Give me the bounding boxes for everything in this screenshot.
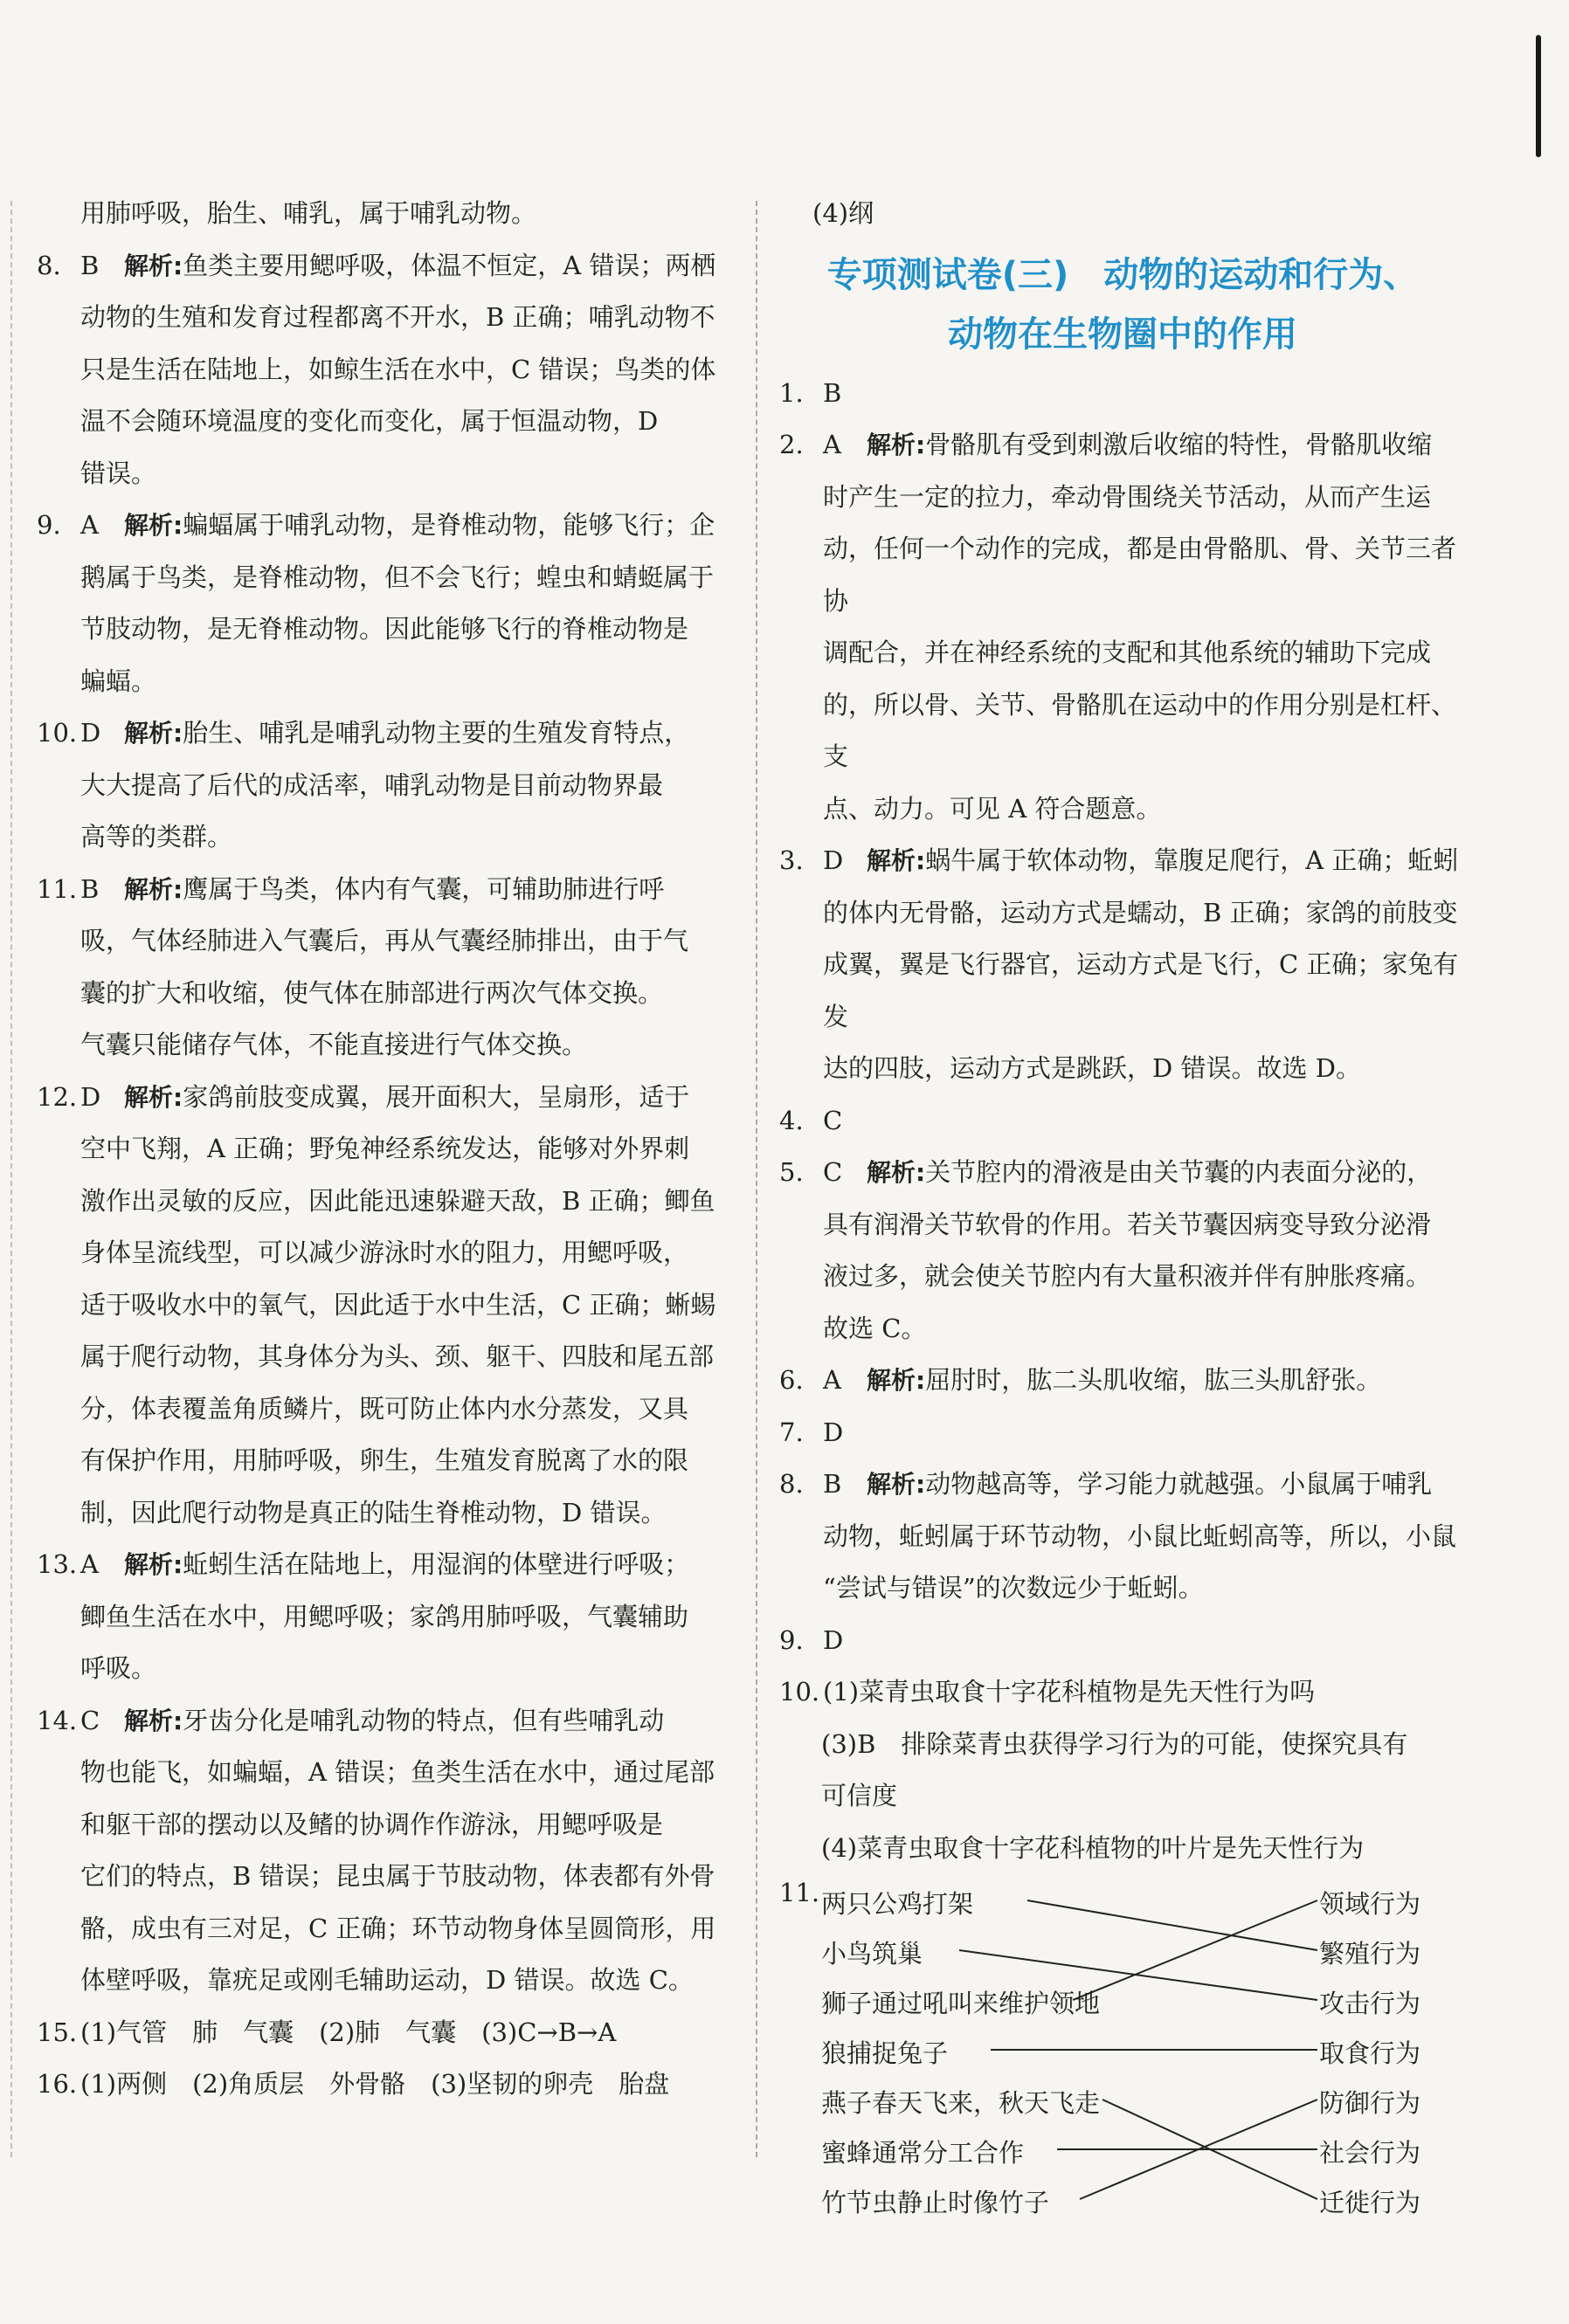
answer-choice: A [80,1549,99,1579]
answer-text: (1)两侧 (2)角质层 外骨骼 (3)坚韧的卵壳 胎盘 [80,2069,670,2099]
match-left-item: 狼捕捉兔子 [821,2038,949,2068]
analysis-line: 和躯干部的摆动以及鳍的协调作作游泳，用鳃呼吸是 [80,1809,664,1839]
question-number: 5. [779,1157,804,1187]
section-title [769,245,1476,364]
answer-item-13 [26,1539,743,1695]
analysis-line: 节肢动物，是无脊椎动物。因此能够飞行的脊椎动物是 [80,614,689,644]
answer-first-line [769,419,1476,472]
match-left-item: 小鸟筑巢 [821,1939,923,1969]
answer-choice: C [823,1105,843,1135]
answer-choice: D [823,1417,844,1447]
answer-item-11 [26,864,743,1072]
answer-item-14 [26,1695,743,2007]
answer-first-line [769,835,1476,887]
question-number: 8. [37,250,61,280]
answer-item-2 [769,419,1476,835]
answer-first-line [769,1407,1476,1459]
analysis-label: 解析: [124,251,183,280]
answer-first-line [26,2007,743,2059]
analysis-label: 解析: [124,1082,183,1112]
question-number: 7. [779,1417,804,1447]
match-right-item: 社会行为 [1319,2138,1421,2168]
analysis-text: 蝙蝠属于哺乳动物，是脊椎动物，能够飞行；企 [183,510,715,540]
answer-first-line [26,240,743,293]
match-left-item: 竹节虫静止时像竹子 [821,2188,1050,2217]
answer-item-9 [769,1615,1476,1667]
question-number: 9. [779,1624,804,1655]
answer-first-line [769,1666,1476,1719]
analysis-line: 液过多，就会使关节腔内有大量积液并伴有肿胀疼痛。 [823,1261,1432,1291]
match-right-item: 领域行为 [1319,1889,1421,1919]
left-column [26,188,743,2111]
analysis-line: 物也能飞，如蝙蝠，A 错误；鱼类生活在水中，通过尾部 [80,1757,715,1787]
analysis-text: 家鸽前肢变成翼，展开面积大，呈扇形，适于 [183,1081,690,1112]
question-number: 10. [779,1677,820,1707]
analysis-line: 属于爬行动物，其身体分为头、颈、躯干、四肢和尾五部 [80,1341,715,1371]
page-edge-mark [1536,35,1541,157]
analysis-label: 解析: [867,1158,926,1187]
answer-continuation: (4)纲 [812,198,874,228]
answer-text: (4)菜青虫取食十字花科植物的叶片是先天性行为 [821,1832,1365,1863]
answer-item-9 [26,500,743,707]
answer-choice: B [80,250,100,280]
question-number: 9. [37,510,61,540]
analysis-text: 动物越高等，学习能力就越强。小鼠属于哺乳 [925,1469,1433,1499]
question-number: 4. [779,1105,804,1135]
analysis-line: 的，所以骨、关节、骨骼肌在运动中的作用分别是杠杆、支 [823,689,1457,771]
answer-text: (1)气管 肺 气囊 (2)肺 气囊 (3)C→B→A [80,2017,617,2047]
analysis-label: 解析: [124,1706,183,1735]
answer-item-8 [769,1459,1476,1615]
answer-item-8 [26,240,743,500]
analysis-line: 骼，成虫有三对足，C 正确；环节动物身体呈圆筒形，用 [80,1913,716,1943]
answer-first-line [26,1072,743,1124]
analysis-line: 激作出灵敏的反应，因此能迅速躲避天敌，B 正确；鲫鱼 [80,1185,715,1216]
answer-first-line [26,1539,743,1591]
analysis-line: 达的四肢，运动方式是跳跃，D 错误。故选 D。 [823,1053,1361,1083]
answer-item-15 [26,2007,743,2059]
analysis-line: 调配合，并在神经系统的支配和其他系统的辅助下完成 [823,638,1432,667]
answer-item [769,188,1476,240]
answer-choice: B [823,1469,842,1499]
match-left-item: 狮子通过吼叫来维护领地 [821,1989,1101,2018]
analysis-line: 囊的扩大和收缩，使气体在肺部进行两次气体交换。 [80,977,664,1008]
analysis-text: 蚯蚓生活在陆地上，用湿润的体壁进行呼吸； [183,1549,690,1579]
question-number: 8. [779,1469,804,1499]
answer-item [26,188,743,240]
analysis-line: 具有润滑关节软骨的作用。若关节囊因病变导致分泌滑 [823,1209,1432,1239]
answer-item-10 [26,707,743,864]
answer-first-line [26,1695,743,1748]
analysis-line: 温不会随环境温度的变化而变化，属于恒温动物，D [80,406,659,436]
question-number: 13. [37,1549,78,1579]
analysis-line: 大大提高了后代的成活率，哺乳动物是目前动物界最 [80,769,664,800]
left-margin-divider [10,201,12,2157]
answer-first-line [769,1147,1476,1199]
answer-text: (3)B 排除菜青虫获得学习行为的可能，使探究具有 [821,1728,1408,1759]
analysis-label: 解析: [124,719,183,748]
analysis-line: 蝙蝠。 [80,665,157,696]
analysis-label: 解析: [124,1550,183,1579]
answer-item-5 [769,1147,1476,1355]
match-left-item: 燕子春天飞来，秋天飞走 [821,2088,1101,2118]
answer-choice: B [80,873,100,904]
analysis-line: 气囊只能储存气体，不能直接进行气体交换。 [80,1030,588,1059]
matching-diagram [769,1874,1476,2241]
analysis-line: 时产生一定的拉力，牵动骨围绕关节活动，从而产生运 [823,481,1432,512]
analysis-line: 故选 C。 [823,1313,927,1343]
analysis-line: 有保护作用，用肺呼吸，卵生，生殖发育脱离了水的限 [80,1445,689,1475]
answer-continuation: 用肺呼吸，胎生、哺乳，属于哺乳动物。 [80,198,537,228]
analysis-text: 关节腔内的滑液是由关节囊的内表面分泌的， [925,1157,1433,1187]
answer-choice: A [80,510,99,540]
answer-first-line [26,500,743,552]
analysis-line: 只是生活在陆地上，如鲸生活在水中，C 错误；鸟类的体 [80,354,716,384]
answer-choice: D [80,718,101,748]
question-number: 6. [779,1365,804,1395]
question-number: 11. [37,873,78,904]
question-number: 1. [779,377,804,408]
answer-choice: A [823,1365,841,1395]
answer-text: 可信度 [821,1781,898,1810]
answer-item-4 [769,1095,1476,1148]
analysis-line: 适于吸收水中的氧气，因此适于水中生活，C 正确；蜥蜴 [80,1289,716,1320]
answer-item-16 [26,2058,743,2111]
question-number: 15. [37,2017,78,2047]
answer-choice: B [823,377,842,408]
analysis-text: 鱼类主要用鳃呼吸，体温不恒定，A 错误；两栖 [183,250,716,280]
analysis-label: 解析: [867,846,926,875]
analysis-text: 胎生、哺乳是哺乳动物主要的生殖发育特点， [183,718,690,748]
analysis-line: 分，体表覆盖角质鳞片，既可防止体内水分蒸发，又具 [80,1393,689,1424]
analysis-text: 牙齿分化是哺乳动物的特点，但有些哺乳动 [183,1705,665,1735]
analysis-text: 骨骼肌有受到刺激后收缩的特性，骨骼肌收缩 [925,430,1433,459]
answer-first-line [769,1615,1476,1667]
analysis-text: 鹰属于鸟类，体内有气囊，可辅助肺进行呼 [183,873,665,904]
analysis-line: 鲫鱼生活在水中，用鳃呼吸；家鸽用肺呼吸，气囊辅助 [80,1601,689,1631]
analysis-line: 高等的类群。 [80,822,233,852]
answer-first-line [26,2058,743,2111]
answer-item-7 [769,1407,1476,1459]
question-number: 12. [37,1081,78,1112]
analysis-line: 制，因此爬行动物是真正的陆生脊椎动物，D 错误。 [80,1497,667,1527]
match-left-item: 蜜蜂通常分工合作 [821,2138,1025,2168]
question-number: 16. [37,2069,78,2099]
section-title-line: 动物在生物圈中的作用 [948,314,1297,355]
analysis-line: 动物，蚯蚓属于环节动物，小鼠比蚯蚓高等，所以，小鼠 [823,1521,1457,1551]
analysis-line: 空中飞翔，A 正确；野兔神经系统发达，能够对外界刺 [80,1134,690,1163]
analysis-text: 蜗牛属于软体动物，靠腹足爬行，A 正确；蚯蚓 [925,845,1459,875]
analysis-line: 点、动力。可见 A 符合题意。 [823,793,1162,824]
analysis-label: 解析: [867,1366,926,1395]
analysis-label: 解析: [124,874,183,904]
answer-text: (1)菜青虫取食十字花科植物是先天性行为吗 [823,1677,1316,1707]
analysis-line: 错误。 [80,458,157,488]
answer-choice: C [80,1705,100,1735]
analysis-line: 身体呈流线型，可以减少游泳时水的阻力，用鳃呼吸， [80,1238,689,1267]
question-number: 11. [779,1878,820,1907]
analysis-line: 动物的生殖和发育过程都离不开水，B 正确；哺乳动物不 [80,302,715,332]
column-divider [756,201,757,2157]
answer-first-line [769,1355,1476,1407]
answer-item-12 [26,1072,743,1540]
answer-item-1 [769,368,1476,420]
analysis-line: 的体内无骨骼，运动方式是蠕动，B 正确；家鸽的前肢变 [823,897,1458,928]
analysis-label: 解析: [867,1470,926,1499]
match-left-item: 两只公鸡打架 [821,1889,974,1919]
question-number: 3. [779,845,804,875]
answer-item-10 [769,1666,1476,1874]
answer-item-6 [769,1355,1476,1407]
answer-first-line [26,864,743,916]
answer-item-3 [769,835,1476,1095]
analysis-line: 吸，气体经肺进入气囊后，再从气囊经肺排出，由于气 [80,926,689,955]
analysis-line: 成翼，翼是飞行器官，运动方式是飞行，C 正确；家兔有发 [823,949,1459,1031]
match-right-item: 迁徙行为 [1319,2188,1421,2217]
answer-choice: A [823,430,841,459]
question-number: 2. [779,430,804,459]
answer-first-line [769,1095,1476,1148]
answer-first-line [769,368,1476,420]
analysis-line: 呼吸。 [80,1653,157,1683]
answer-first-line [769,1459,1476,1511]
analysis-label: 解析: [124,511,183,540]
answer-choice: D [823,1624,844,1655]
question-number: 14. [37,1705,78,1735]
question-number: 10. [37,718,78,748]
analysis-line: 动，任何一个动作的完成，都是由骨骼肌、骨、关节三者协 [823,534,1457,616]
analysis-label: 解析: [867,431,926,459]
answer-choice: D [80,1081,101,1112]
analysis-line: 它们的特点，B 错误；昆虫属于节肢动物，体表都有外骨 [80,1861,715,1891]
answer-choice: D [823,845,844,875]
match-right-item: 防御行为 [1319,2088,1421,2118]
match-right-item: 攻击行为 [1319,1989,1421,2018]
analysis-line: “尝试与错误”的次数远少于蚯蚓。 [823,1573,1204,1603]
analysis-text: 屈肘时，肱二头肌收缩，肱三头肌舒张。 [925,1365,1382,1395]
analysis-line: 鹅属于鸟类，是脊椎动物，但不会飞行；蝗虫和蜻蜓属于 [80,562,715,592]
match-right-item: 取食行为 [1319,2038,1421,2068]
analysis-line: 体壁呼吸，靠疣足或刚毛辅助运动，D 错误。故选 C。 [80,1965,694,1995]
match-line [1027,1900,1317,1950]
right-column [769,188,1476,2241]
answer-first-line [26,707,743,760]
section-title-line: 专项测试卷(三) 动物的运动和行为、 [826,254,1419,295]
answer-choice: C [823,1157,843,1187]
match-right-item: 繁殖行为 [1319,1939,1421,1969]
